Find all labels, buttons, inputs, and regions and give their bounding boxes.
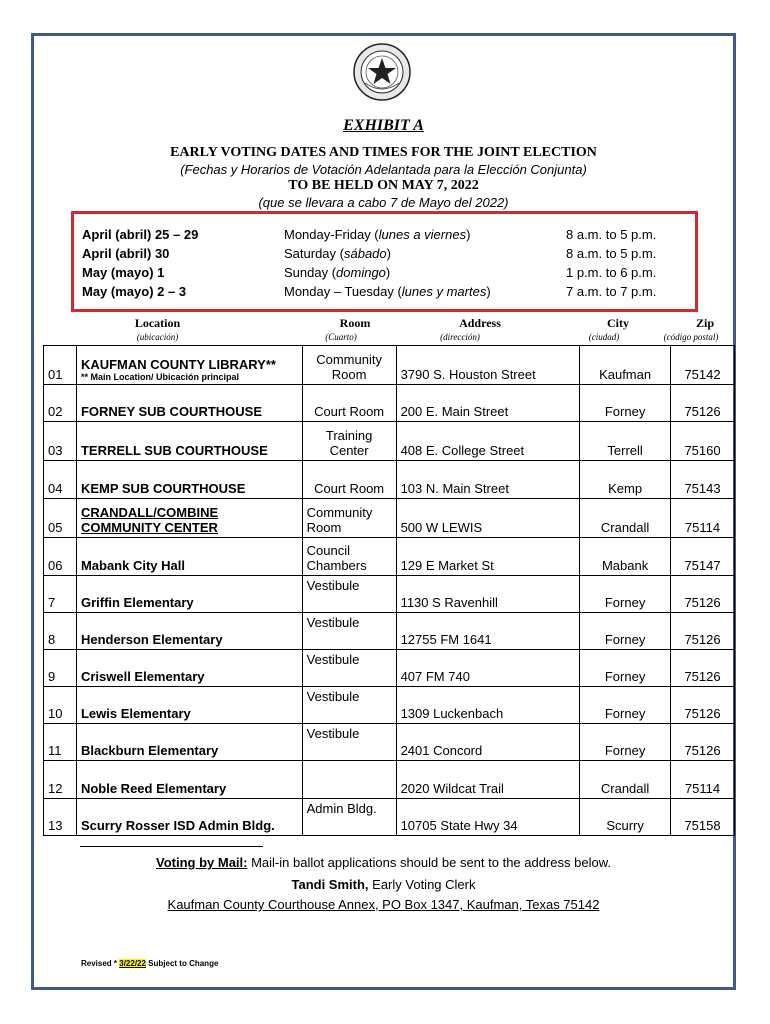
room: Vestibule [302, 687, 396, 724]
city: Forney [580, 613, 671, 650]
city: Forney [580, 650, 671, 687]
table-row [44, 346, 735, 385]
address: 200 E. Main Street [396, 385, 580, 422]
city: Terrell [580, 422, 671, 461]
column-header-zip-spanish: (código postal) [663, 332, 719, 342]
schedule-days: Monday – Tuesday (lunes y martes) [284, 284, 491, 299]
table-row [44, 799, 735, 836]
zip: 75126 [671, 613, 735, 650]
zip: 75126 [671, 650, 735, 687]
city: Crandall [580, 761, 671, 799]
address: 408 E. College Street [396, 422, 580, 461]
schedule-dates: April (abril) 30 [82, 246, 170, 261]
address: 129 E Market St [396, 538, 580, 576]
schedule-dates: May (mayo) 2 – 3 [82, 284, 187, 299]
election-date: TO BE HELD ON MAY 7, 2022 [288, 178, 479, 193]
location-name: FORNEY SUB COURTHOUSE [76, 385, 302, 422]
early-voting-clerk: Tandi Smith, Early Voting Clerk [291, 877, 476, 892]
schedule-time: 7 a.m. to 7 p.m. [566, 284, 657, 299]
city: Forney [580, 687, 671, 724]
room: Vestibule [302, 576, 396, 613]
column-header-city: City [607, 316, 629, 330]
table-row [44, 724, 735, 761]
document-title-spanish: (Fechas y Horarios de Votación Adelantada para la Elección Conjunta) [180, 162, 587, 177]
location-name: Griffin Elementary [76, 576, 302, 613]
table-row [44, 461, 735, 499]
row-number: 03 [44, 422, 77, 461]
table-row [44, 687, 735, 724]
table-row [44, 576, 735, 613]
address: 1130 S Ravenhill [396, 576, 580, 613]
table-row [44, 538, 735, 576]
city: Forney [580, 576, 671, 613]
room: Admin Bldg. [302, 799, 396, 836]
room: Community Room [302, 499, 396, 538]
document-title: EARLY VOTING DATES AND TIMES FOR THE JOINT ELECTION [170, 145, 597, 160]
location-name: Mabank City Hall [76, 538, 302, 576]
schedule-row [74, 284, 695, 304]
table-row [44, 761, 735, 799]
room: Council Chambers [302, 538, 396, 576]
row-number: 02 [44, 385, 77, 422]
room: Training Center [302, 422, 396, 461]
address: 3790 S. Houston Street [396, 346, 580, 385]
location-name: Henderson Elementary [76, 613, 302, 650]
exhibit-title: EXHIBIT A [343, 117, 424, 134]
schedule-days: Saturday (sábado) [284, 246, 391, 261]
room: Vestibule [302, 650, 396, 687]
clerk-mailing-address: Kaufman County Courthouse Annex, PO Box 1347, Kaufman, Texas 75142 [167, 897, 600, 912]
schedule-row [74, 246, 695, 266]
column-header-city-spanish: (ciudad) [588, 332, 620, 342]
address: 2020 Wildcat Trail [396, 761, 580, 799]
room: Vestibule [302, 724, 396, 761]
room: Vestibule [302, 613, 396, 650]
city: Scurry [580, 799, 671, 836]
location-name: Scurry Rosser ISD Admin Bldg. [76, 799, 302, 836]
row-number: 13 [44, 799, 77, 836]
location-name: Criswell Elementary [76, 650, 302, 687]
column-header-address: Address [459, 316, 501, 330]
schedule-time: 8 a.m. to 5 p.m. [566, 246, 657, 261]
row-number: 04 [44, 461, 77, 499]
column-header-room: Room [339, 316, 371, 330]
vote-by-mail-note: Voting by Mail: Mail-in ballot applications should be sent to the address below. [156, 855, 611, 870]
location-name: Noble Reed Elementary [76, 761, 302, 799]
zip: 75160 [671, 422, 735, 461]
table-row [44, 422, 735, 461]
row-number: 9 [44, 650, 77, 687]
row-number: 10 [44, 687, 77, 724]
table-row [44, 650, 735, 687]
schedule-days: Monday-Friday (lunes a viernes) [284, 227, 471, 242]
zip: 75126 [671, 385, 735, 422]
early-voting-schedule-box [71, 211, 698, 312]
table-row [44, 499, 735, 538]
schedule-time: 1 p.m. to 6 p.m. [566, 265, 657, 280]
location-name: TERRELL SUB COURTHOUSE [76, 422, 302, 461]
zip: 75143 [671, 461, 735, 499]
location-name: CRANDALL/COMBINE COMMUNITY CENTER [76, 499, 302, 538]
zip: 75114 [671, 499, 735, 538]
address: 103 N. Main Street [396, 461, 580, 499]
schedule-row [74, 265, 695, 285]
address: 10705 State Hwy 34 [396, 799, 580, 836]
city: Forney [580, 385, 671, 422]
address: 407 FM 740 [396, 650, 580, 687]
column-header-address-spanish: (dirección) [440, 332, 480, 342]
schedule-time: 8 a.m. to 5 p.m. [566, 227, 657, 242]
zip: 75114 [671, 761, 735, 799]
schedule-dates: April (abril) 25 – 29 [82, 227, 199, 242]
zip: 75147 [671, 538, 735, 576]
row-number: 01 [44, 346, 77, 385]
schedule-days: Sunday (domingo) [284, 265, 391, 280]
row-number: 06 [44, 538, 77, 576]
zip: 75126 [671, 576, 735, 613]
column-header-location: Location [134, 316, 181, 330]
address: 2401 Concord [396, 724, 580, 761]
row-number: 8 [44, 613, 77, 650]
column-header-room-spanish: (Cuarto) [325, 332, 357, 342]
address: 12755 FM 1641 [396, 613, 580, 650]
row-number: 12 [44, 761, 77, 799]
location-name: Lewis Elementary [76, 687, 302, 724]
schedule-row [74, 227, 695, 247]
city: Kaufman [580, 346, 671, 385]
city: Forney [580, 724, 671, 761]
city: Kemp [580, 461, 671, 499]
column-header-location-spanish: (ubicación) [136, 332, 179, 342]
column-header-zip: Zip [695, 316, 714, 330]
location-name: KEMP SUB COURTHOUSE [76, 461, 302, 499]
schedule-dates: May (mayo) 1 [82, 265, 165, 280]
location-name: Blackburn Elementary [76, 724, 302, 761]
table-row [44, 613, 735, 650]
election-date-spanish: (que se llevara a cabo 7 de Mayo del 2022) [258, 195, 509, 210]
revised-date: 3/22/22 [119, 959, 146, 968]
city: Mabank [580, 538, 671, 576]
address: 500 W LEWIS [396, 499, 580, 538]
row-number: 7 [44, 576, 77, 613]
row-number: 05 [44, 499, 77, 538]
zip: 75158 [671, 799, 735, 836]
table-row [44, 385, 735, 422]
location-name: KAUFMAN COUNTY LIBRARY** ** Main Location/ Ubicación principal [76, 346, 302, 385]
zip: 75126 [671, 724, 735, 761]
texas-seal-logo [353, 43, 411, 101]
room [302, 761, 396, 799]
revision-note: Revised * 3/22/22 Subject to Change [81, 959, 219, 968]
room: Court Room [302, 385, 396, 422]
city: Crandall [580, 499, 671, 538]
address: 1309 Luckenbach [396, 687, 580, 724]
footer-divider [80, 846, 263, 847]
row-number: 11 [44, 724, 77, 761]
zip: 75126 [671, 687, 735, 724]
room: Court Room [302, 461, 396, 499]
zip: 75142 [671, 346, 735, 385]
polling-locations-table [43, 345, 735, 836]
room: Community Room [302, 346, 396, 385]
